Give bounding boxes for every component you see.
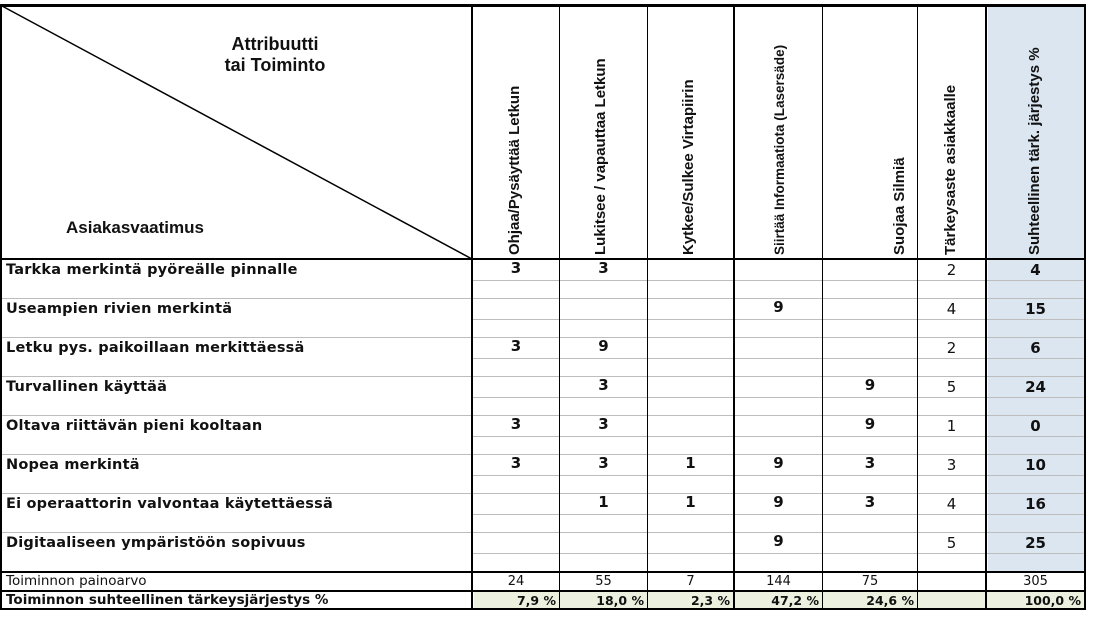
relationship-value: 3 (510, 454, 522, 472)
percent-row-label: Toiminnon suhteellinen tärkeysjärjestys % (6, 592, 329, 608)
importance-value: 5 (946, 378, 957, 396)
requirement-label: Digitaaliseen ympäristöön sopivuus (6, 535, 306, 551)
importance-value: 2 (946, 339, 957, 357)
relationship-value: 3 (864, 493, 876, 511)
importance-value: 2 (946, 261, 957, 279)
relationship-value: 1 (685, 493, 696, 511)
attribute-title-line1: Attribuutti (231, 34, 319, 54)
relationship-value: 9 (773, 298, 784, 316)
gridline (473, 475, 1085, 476)
gridline (473, 358, 1085, 359)
requirement-label: Useampien rivien merkintä (6, 301, 233, 317)
importance-value: 1 (946, 417, 957, 435)
requirement-label: Oltava riittävän pieni kooltaan (6, 418, 263, 434)
col-divider-2 (647, 4, 648, 610)
body-bottom-border (0, 571, 1086, 573)
requirement-label: Ei operaattorin valvontaa käytettäessä (6, 496, 333, 512)
function-header-2: Lukitsee / vapauttaa Letkun (592, 58, 609, 255)
requirement-label: Tarkka merkintä pyöreälle pinnalle (6, 262, 298, 278)
function-percent: 18,0 % (596, 593, 644, 608)
attribute-title (205, 34, 345, 76)
relationship-value: 9 (864, 415, 876, 433)
relationship-value: 3 (510, 259, 522, 277)
requirement-label: Nopea merkintä (6, 457, 140, 473)
function-header-4: Siirtää Informaatiota (Lasersäde) (772, 44, 787, 255)
function-percent: 2,3 % (690, 593, 730, 608)
attribute-title-line2: tai Toiminto (224, 55, 326, 75)
col-divider-1 (559, 4, 560, 610)
relative-importance-value: 25 (1025, 534, 1046, 552)
function-weight: 144 (766, 574, 791, 589)
relationship-value: 3 (510, 415, 522, 433)
relative-importance-value: 0 (1030, 417, 1041, 435)
function-header-5: Suojaa Silmiä (891, 157, 908, 255)
relative-importance-value: 6 (1030, 339, 1041, 357)
function-weight: 75 (861, 574, 879, 589)
requirement-label: Turvallinen käyttää (6, 379, 168, 395)
col-divider-4 (822, 4, 823, 610)
relative-importance-value: 24 (1025, 378, 1046, 396)
relationship-value: 3 (598, 376, 609, 394)
relative-importance-value: 16 (1025, 495, 1046, 513)
importance-value: 5 (946, 534, 957, 552)
table-right-border (1084, 4, 1086, 610)
function-weight: 24 (507, 574, 525, 589)
gridline (473, 514, 1085, 515)
gridline (473, 280, 1085, 281)
function-header-3: Kytkee/Sulkee Virtapiirin (680, 79, 697, 255)
function-percent: 24,6 % (866, 593, 914, 608)
weight-row-label: Toiminnon painoarvo (6, 573, 147, 589)
gridline (473, 553, 1085, 554)
relative-importance-value: 15 (1025, 300, 1046, 318)
relationship-value: 3 (864, 454, 876, 472)
relationship-value: 3 (598, 454, 609, 472)
gridline (473, 319, 1085, 320)
gridline (473, 397, 1085, 398)
relationship-value: 9 (773, 493, 784, 511)
relationship-value: 3 (598, 415, 609, 433)
importance-value: 4 (946, 300, 957, 318)
weight-total: 305 (1023, 574, 1048, 589)
relationship-value: 1 (685, 454, 696, 472)
importance-value: 4 (946, 495, 957, 513)
requirement-title: Asiakasvaatimus (66, 218, 204, 237)
relationship-value: 9 (773, 532, 784, 550)
relative-importance-value: 4 (1030, 261, 1041, 279)
function-header-1: Ohjaa/Pysäyttää Letkun (506, 85, 523, 255)
relationship-value: 9 (773, 454, 784, 472)
function-weight: 55 (595, 574, 612, 589)
relative-importance-header: Suhteellinen tärk. järjestys % (1026, 47, 1043, 255)
importance-value: 3 (946, 456, 957, 474)
function-percent: 47,2 % (771, 593, 819, 608)
importance-header: Tärkeysaste asiakkaalle (942, 84, 959, 255)
relationship-value: 9 (864, 376, 876, 394)
requirement-label: Letku pys. paikoillaan merkittäessä (6, 340, 305, 356)
function-percent: 7,9 % (516, 593, 556, 608)
relationship-value: 9 (598, 337, 609, 355)
relative-importance-value: 10 (1025, 456, 1046, 474)
function-weight: 7 (686, 574, 695, 589)
relationship-value: 3 (510, 337, 522, 355)
table-bottom-border (0, 608, 1086, 610)
relationship-value: 1 (598, 493, 609, 511)
relationship-value: 3 (598, 259, 609, 277)
percent-total: 100,0 % (1024, 593, 1081, 608)
gridline (473, 436, 1085, 437)
